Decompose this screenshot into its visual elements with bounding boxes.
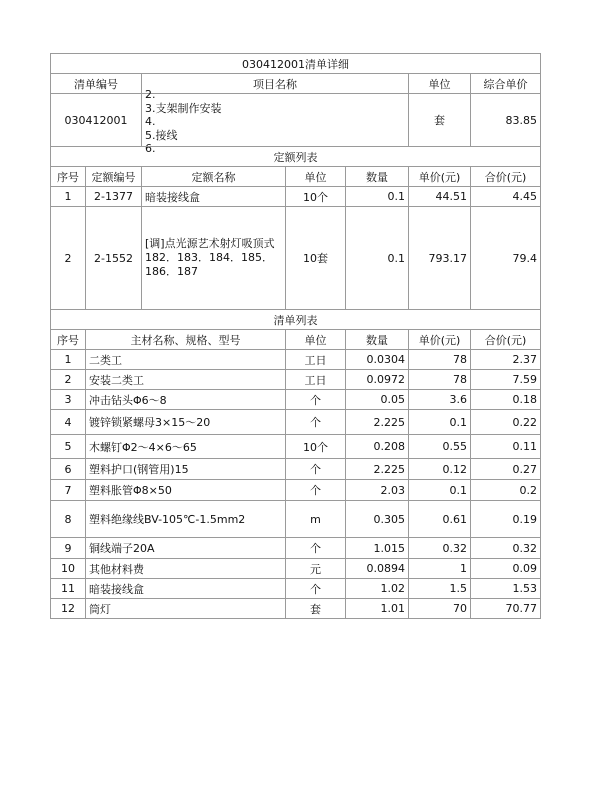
item-name (142, 88, 409, 155)
quota-code: 2-1377 (86, 187, 142, 207)
mat-no: 9 (51, 538, 86, 559)
table-row (51, 459, 541, 480)
mat-name: 安装二类工 (86, 370, 286, 390)
mat-unit: 元 (286, 559, 346, 579)
materials-body (51, 350, 541, 619)
code-header: 清单编号 (51, 74, 142, 94)
mat-name: 二类工 (86, 350, 286, 370)
quota-col-unit: 单位 (286, 167, 346, 187)
item-name-line: 4. (145, 115, 156, 128)
mat-unit: 个 (286, 579, 346, 599)
mat-total: 0.19 (471, 501, 541, 538)
mat-unit: 工日 (286, 350, 346, 370)
table-row (51, 599, 541, 619)
mat-qty: 1.015 (346, 538, 409, 559)
quota-unit: 10套 (286, 207, 346, 310)
mat-price: 0.61 (409, 501, 471, 538)
table-row (51, 538, 541, 559)
mat-total: 0.11 (471, 435, 541, 459)
quota-name: [调]点光源艺术射灯吸顶式182．183．184．185．186．187 (142, 207, 286, 310)
table-row (51, 207, 541, 310)
quota-col-code: 定额编号 (86, 167, 142, 187)
quota-qty: 0.1 (346, 207, 409, 310)
table-row (51, 501, 541, 538)
mat-name: 塑料绝缘线BV-105℃-1.5mm2 (86, 501, 286, 538)
mat-qty: 0.0972 (346, 370, 409, 390)
mat-price: 3.6 (409, 390, 471, 410)
mat-name: 铜线端子20A (86, 538, 286, 559)
mat-col-no: 序号 (51, 330, 86, 350)
mat-no: 1 (51, 350, 86, 370)
mat-no: 7 (51, 480, 86, 501)
mat-name: 镀锌锁紧螺母3×15～20 (86, 410, 286, 435)
mat-qty: 1.01 (346, 599, 409, 619)
mat-total: 0.27 (471, 459, 541, 480)
mat-total: 0.09 (471, 559, 541, 579)
materials-table (50, 309, 541, 619)
mat-price: 0.1 (409, 480, 471, 501)
item-price: 83.85 (471, 94, 541, 147)
mat-name: 塑料护口(钢管用)15 (86, 459, 286, 480)
mat-no: 12 (51, 599, 86, 619)
mat-qty: 0.0894 (346, 559, 409, 579)
item-code: 030412001 (51, 94, 142, 147)
table-row (51, 370, 541, 390)
mat-name: 冲击钻头Φ6～8 (86, 390, 286, 410)
mat-col-unit: 单位 (286, 330, 346, 350)
mat-col-total: 合价(元) (471, 330, 541, 350)
mat-qty: 2.03 (346, 480, 409, 501)
page-title: 030412001清单详细 (51, 54, 541, 74)
mat-total: 0.22 (471, 410, 541, 435)
table-row (51, 410, 541, 435)
mat-no: 8 (51, 501, 86, 538)
quota-name: 暗装接线盒 (142, 187, 286, 207)
table-row (51, 435, 541, 459)
mat-price: 78 (409, 370, 471, 390)
mat-total: 0.32 (471, 538, 541, 559)
mat-qty: 1.02 (346, 579, 409, 599)
table-row (51, 350, 541, 370)
table-row (51, 390, 541, 410)
mat-qty: 2.225 (346, 459, 409, 480)
mat-total: 2.37 (471, 350, 541, 370)
item-name-line: 3.支架制作安装 (145, 101, 222, 115)
mat-price: 0.55 (409, 435, 471, 459)
mat-unit: 工日 (286, 370, 346, 390)
mat-unit: m (286, 501, 346, 538)
mat-qty: 0.208 (346, 435, 409, 459)
mat-name: 筒灯 (86, 599, 286, 619)
quota-no: 2 (51, 207, 86, 310)
mat-total: 7.59 (471, 370, 541, 390)
mat-unit: 个 (286, 480, 346, 501)
quota-col-total: 合价(元) (471, 167, 541, 187)
quota-table (50, 146, 541, 310)
mat-total: 0.18 (471, 390, 541, 410)
mat-name: 塑料胀管Φ8×50 (86, 480, 286, 501)
name-header: 项目名称 (142, 74, 409, 94)
mat-price: 0.12 (409, 459, 471, 480)
mat-price: 1.5 (409, 579, 471, 599)
quota-unit: 10个 (286, 187, 346, 207)
mat-no: 6 (51, 459, 86, 480)
quota-qty: 0.1 (346, 187, 409, 207)
item-name-line: 5.接线 (145, 128, 178, 142)
mat-no: 4 (51, 410, 86, 435)
item-unit: 套 (409, 94, 471, 147)
mat-qty: 0.305 (346, 501, 409, 538)
mat-total: 1.53 (471, 579, 541, 599)
quota-col-name: 定额名称 (142, 167, 286, 187)
mat-price: 70 (409, 599, 471, 619)
quota-code: 2-1552 (86, 207, 142, 310)
mat-qty: 2.225 (346, 410, 409, 435)
table-row (51, 579, 541, 599)
quota-col-qty: 数量 (346, 167, 409, 187)
quota-no: 1 (51, 187, 86, 207)
mat-price: 1 (409, 559, 471, 579)
mat-no: 2 (51, 370, 86, 390)
materials-section-title: 清单列表 (51, 310, 541, 330)
mat-price: 0.32 (409, 538, 471, 559)
mat-unit: 10个 (286, 435, 346, 459)
mat-col-name: 主材名称、规格、型号 (86, 330, 286, 350)
mat-price: 0.1 (409, 410, 471, 435)
mat-no: 3 (51, 390, 86, 410)
quota-price: 44.51 (409, 187, 471, 207)
mat-unit: 个 (286, 459, 346, 480)
mat-no: 11 (51, 579, 86, 599)
mat-price: 78 (409, 350, 471, 370)
mat-name: 其他材料费 (86, 559, 286, 579)
summary-table (50, 53, 541, 155)
mat-total: 0.2 (471, 480, 541, 501)
mat-qty: 0.0304 (346, 350, 409, 370)
mat-col-price: 单价(元) (409, 330, 471, 350)
quota-total: 4.45 (471, 187, 541, 207)
mat-total: 70.77 (471, 599, 541, 619)
mat-name: 暗装接线盒 (86, 579, 286, 599)
unit-header: 单位 (409, 74, 471, 94)
quota-price: 793.17 (409, 207, 471, 310)
mat-no: 5 (51, 435, 86, 459)
item-name-line: 2. (145, 88, 156, 101)
mat-unit: 个 (286, 390, 346, 410)
quota-section-title: 定额列表 (51, 147, 541, 167)
mat-qty: 0.05 (346, 390, 409, 410)
mat-name: 木螺钉Φ2～4×6～65 (86, 435, 286, 459)
mat-col-qty: 数量 (346, 330, 409, 350)
mat-unit: 个 (286, 410, 346, 435)
mat-unit: 个 (286, 538, 346, 559)
table-row (51, 480, 541, 501)
table-row (51, 187, 541, 207)
item-name-line: 6. (145, 142, 156, 155)
mat-unit: 套 (286, 599, 346, 619)
mat-no: 10 (51, 559, 86, 579)
quota-total: 79.4 (471, 207, 541, 310)
quota-col-no: 序号 (51, 167, 86, 187)
price-header: 综合单价 (471, 74, 541, 94)
table-row (51, 559, 541, 579)
quota-col-price: 单价(元) (409, 167, 471, 187)
